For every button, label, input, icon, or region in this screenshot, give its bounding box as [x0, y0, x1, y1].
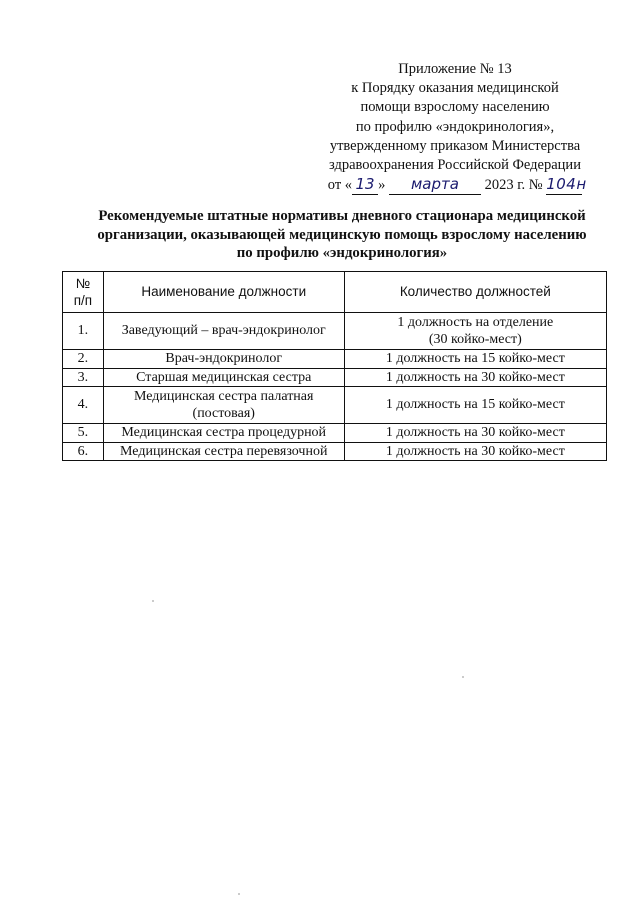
table-row: [63, 387, 607, 424]
position-name: Заведующий – врач-эндокринолог: [103, 313, 344, 350]
row-number: 3.: [63, 368, 104, 387]
header-number: [63, 272, 104, 313]
year-text: 2023 г. №: [484, 177, 543, 194]
appendix-line: помощи взрослому населению: [360, 99, 550, 116]
header-number-symbol: №: [75, 275, 91, 291]
title-line: Рекомендуемые штатные нормативы дневного стационара медицинской: [98, 208, 586, 224]
position-name: Врач-эндокринолог: [103, 350, 344, 369]
row-number: 4.: [63, 387, 104, 424]
scan-speck: [238, 893, 240, 895]
table-row: [63, 350, 607, 369]
date-mid: »: [378, 177, 386, 194]
scan-speck: [462, 676, 464, 678]
appendix-line: по профилю «эндокринология»,: [355, 118, 555, 135]
position-name: Медицинская сестра перевязочной: [103, 442, 344, 461]
position-name: [103, 387, 344, 424]
position-name-line: Медицинская сестра палатная: [134, 388, 314, 404]
scan-speck: [152, 600, 154, 602]
table-row: [63, 313, 607, 350]
position-name-line: (постовая): [192, 406, 255, 421]
row-number: 1.: [63, 313, 104, 350]
handwritten-month: марта: [389, 175, 481, 195]
position-count: [344, 313, 606, 350]
position-count: 1 должность на 30 койко-мест: [344, 442, 606, 461]
header-number-abbr: п/п: [73, 293, 93, 308]
table-row: [63, 442, 607, 461]
position-count-line: 1 должность на отделение: [397, 314, 554, 330]
staffing-norms-table: [62, 271, 607, 461]
row-number: 5.: [63, 424, 104, 443]
appendix-line: утвержденному приказом Министерства: [329, 137, 581, 154]
table-row: [63, 368, 607, 387]
document-title: [80, 207, 604, 263]
title-line: организации, оказывающей медицинскую помощь взрослому населению: [97, 226, 587, 243]
row-number: 6.: [63, 442, 104, 461]
date-prefix: от «: [327, 177, 353, 194]
position-count: 1 должность на 30 койко-мест: [344, 424, 606, 443]
header-position-name: Наименование должности: [103, 272, 344, 313]
position-count: 1 должность на 30 койко-мест: [344, 368, 606, 387]
table-header-row: [63, 272, 607, 313]
order-date-line: [300, 175, 610, 195]
title-line: по профилю «эндокринология»: [236, 245, 448, 261]
handwritten-order-number: 104н: [546, 175, 582, 195]
appendix-line: здравоохранения Российской Федерации: [329, 157, 581, 174]
appendix-line: к Порядку оказания медицинской: [351, 80, 559, 97]
handwritten-day: 13: [352, 175, 378, 195]
position-name: Старшая медицинская сестра: [103, 368, 344, 387]
appendix-line: Приложение № 13: [398, 61, 512, 77]
position-count: 1 должность на 15 койко-мест: [344, 387, 606, 424]
appendix-header: [300, 60, 610, 195]
header-position-count: Количество должностей: [344, 272, 606, 313]
position-name: Медицинская сестра процедурной: [103, 424, 344, 443]
table-row: [63, 424, 607, 443]
position-count: 1 должность на 15 койко-мест: [344, 350, 606, 369]
row-number: 2.: [63, 350, 104, 369]
position-count-line: (30 койко-мест): [428, 332, 522, 347]
